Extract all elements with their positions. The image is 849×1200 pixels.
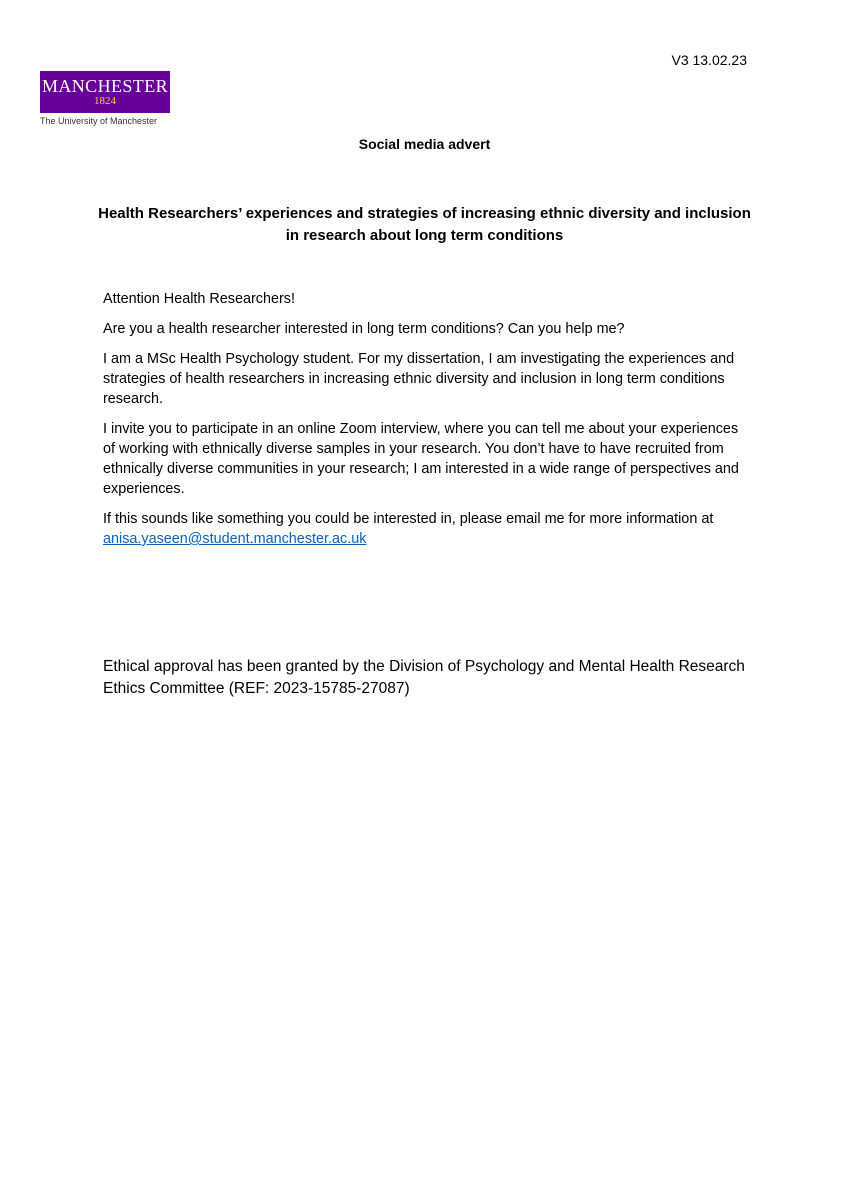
logo-badge: [40, 71, 170, 113]
paragraph-intro: I am a MSc Health Psychology student. For my dissertation, I am investigating the experiences and strategies of health researchers in increasing ethnic diversity and inclusion in long term conditions research.: [103, 351, 735, 407]
document-title: Health Researchers’ experiences and strategies of increasing ethnic diversity and inclusion in research about long term conditions: [98, 205, 751, 244]
paragraph-attention: Attention Health Researchers!: [103, 291, 295, 307]
advert-type-heading: Social media advert: [358, 136, 491, 152]
version-label: V3 13.02.23: [671, 52, 747, 68]
ethics-statement: Ethical approval has been granted by the Division of Psychology and Mental Health Research Ethics Committee (REF: 2023-15785-27087): [103, 658, 745, 697]
university-logo: [40, 71, 172, 126]
email-link[interactable]: anisa.yaseen@student.manchester.ac.uk: [103, 531, 367, 547]
logo-name: MANCHESTER: [41, 76, 168, 96]
paragraph-contact: [103, 509, 753, 549]
paragraph-invitation: I invite you to participate in an online Zoom interview, where you can tell me about your experiences of working with ethnically diverse samples in your research. You don’t have to have recruited from ethnically diverse communities in your research; I am interested in a wide range of perspectives and experiences.: [103, 421, 739, 497]
logo-year: 1824: [94, 95, 116, 107]
logo-subtitle: The University of Manchester: [40, 116, 158, 126]
advert-body: [103, 289, 753, 559]
paragraph-question: Are you a health researcher interested in long term conditions? Can you help me?: [103, 321, 625, 337]
contact-text: If this sounds like something you could be interested in, please email me for more information at: [103, 511, 714, 527]
